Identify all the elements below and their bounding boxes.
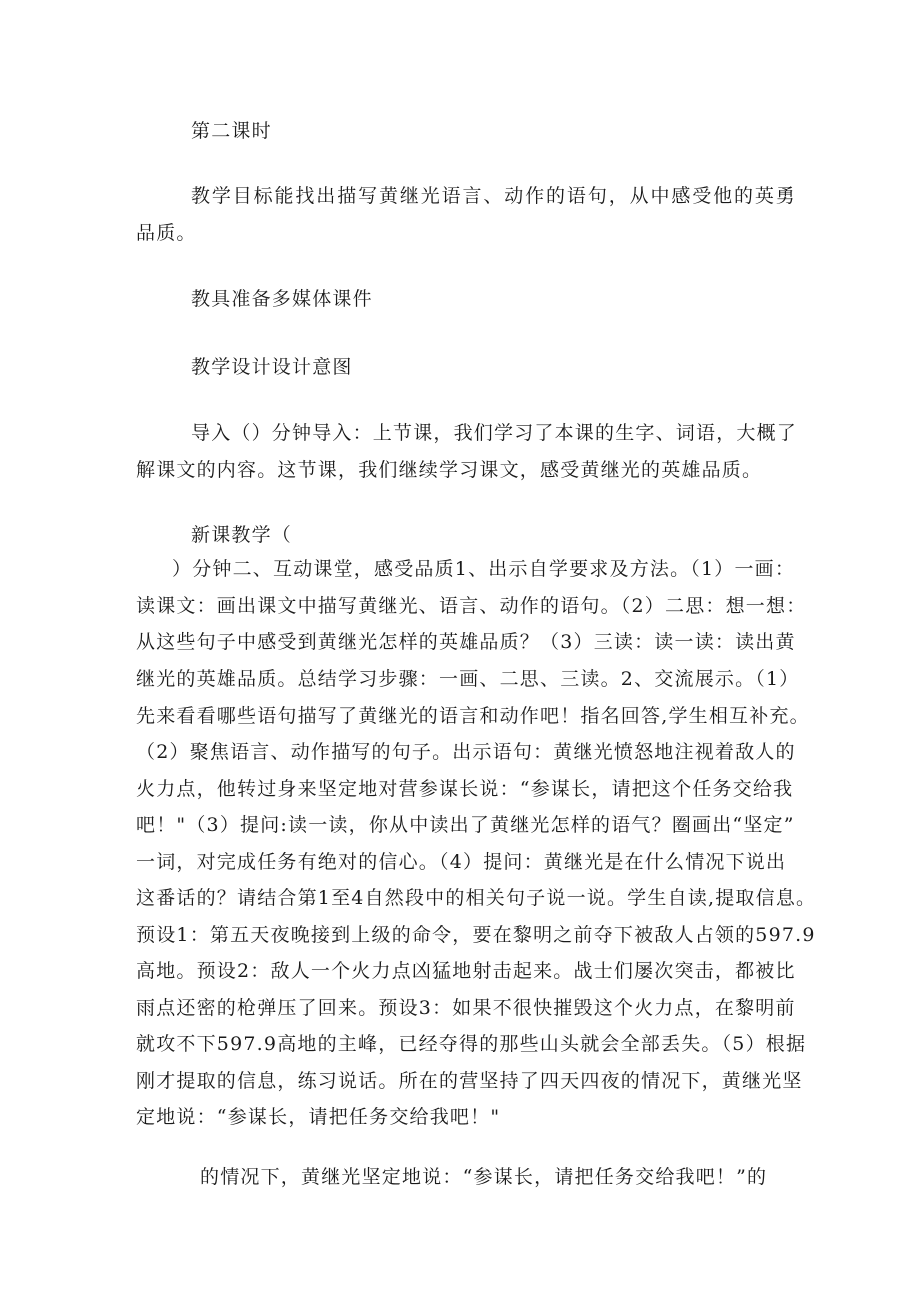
body-line: 这番话的？请结合第1至4自然段中的相关句子说一说。学生自读,提取信息。 <box>136 887 817 909</box>
body-line: （2）聚焦语言、动作描写的句子。出示语句：黄继光愤怒地注视着敌人的 <box>136 741 796 763</box>
teaching-goal-paragraph: 教学目标能找出描写黄继光语言、动作的语句，从中感受他的英勇品质。 <box>136 185 796 244</box>
body-line: 定地说：“参谋长，请把任务交给我吧！" <box>136 1106 501 1128</box>
body-line: 雨点还密的枪弹压了回来。预设3：如果不很快摧毁这个火力点，在黎明前 <box>136 997 796 1019</box>
intro-line-1: 导入（）分钟导入：上节课，我们学习了本课的生字、词语，大概了 <box>191 422 798 444</box>
body-line: 高地。预设2：敌人一个火力点凶猛地射击起来。战士们屡次突击，都被比 <box>136 960 796 982</box>
intro-line-2: 解课文的内容。这节课，我们继续学习课文，感受黄继光的英雄品质。 <box>136 459 763 481</box>
design-header: 教学设计设计意图 <box>191 356 353 378</box>
body-line: 一词，对完成任务有绝对的信心。（4）提问：黄继光是在什么情况下说出 <box>136 851 787 873</box>
closing-line: 的情况下，黄继光坚定地说：“参谋长，请把任务交给我吧！”的 <box>200 1166 768 1188</box>
body-line: 吧！"（3）提问:读一读，你从中读出了黄继光怎样的语气？圈画出“坚定” <box>136 814 795 836</box>
new-lesson-heading: 新课教学（ <box>191 524 293 546</box>
body-line: 预设1：第五天夜晚接到上级的命令，要在黎明之前夺下被敌人占领的597.9 <box>136 924 816 946</box>
body-line: ）分钟二、互动课堂，感受品质1、出示自学要求及方法。（1）一画： <box>172 558 796 580</box>
body-line: 先来看看哪些语句描写了黄继光的语言和动作吧！指名回答,学生相互补充。 <box>136 705 810 727</box>
body-line: 刚才提取的信息，练习说话。所在的营坚持了四天四夜的情况下，黄继光坚 <box>136 1070 803 1092</box>
body-line: 火力点，他转过身来坚定地对营参谋长说：“参谋长，请把这个任务交给我 <box>136 778 794 800</box>
teaching-tools: 教具准备多媒体课件 <box>191 288 373 310</box>
body-line: 读课文：画出课文中描写黄继光、语言、动作的语句。（2）二思：想一想： <box>136 595 807 617</box>
body-line: 从这些句子中感受到黄继光怎样的英雄品质？（3）三读：读一读：读出黄 <box>136 631 796 653</box>
body-line: 就攻不下597.9高地的主峰，已经夺得的那些山头就会全部丢失。（5）根据 <box>136 1033 807 1055</box>
body-line: 继光的英雄品质。总结学习步骤：一画、二思、三读。2、交流展示。（1） <box>136 668 800 690</box>
lesson-title: 第二课时 <box>191 120 272 142</box>
